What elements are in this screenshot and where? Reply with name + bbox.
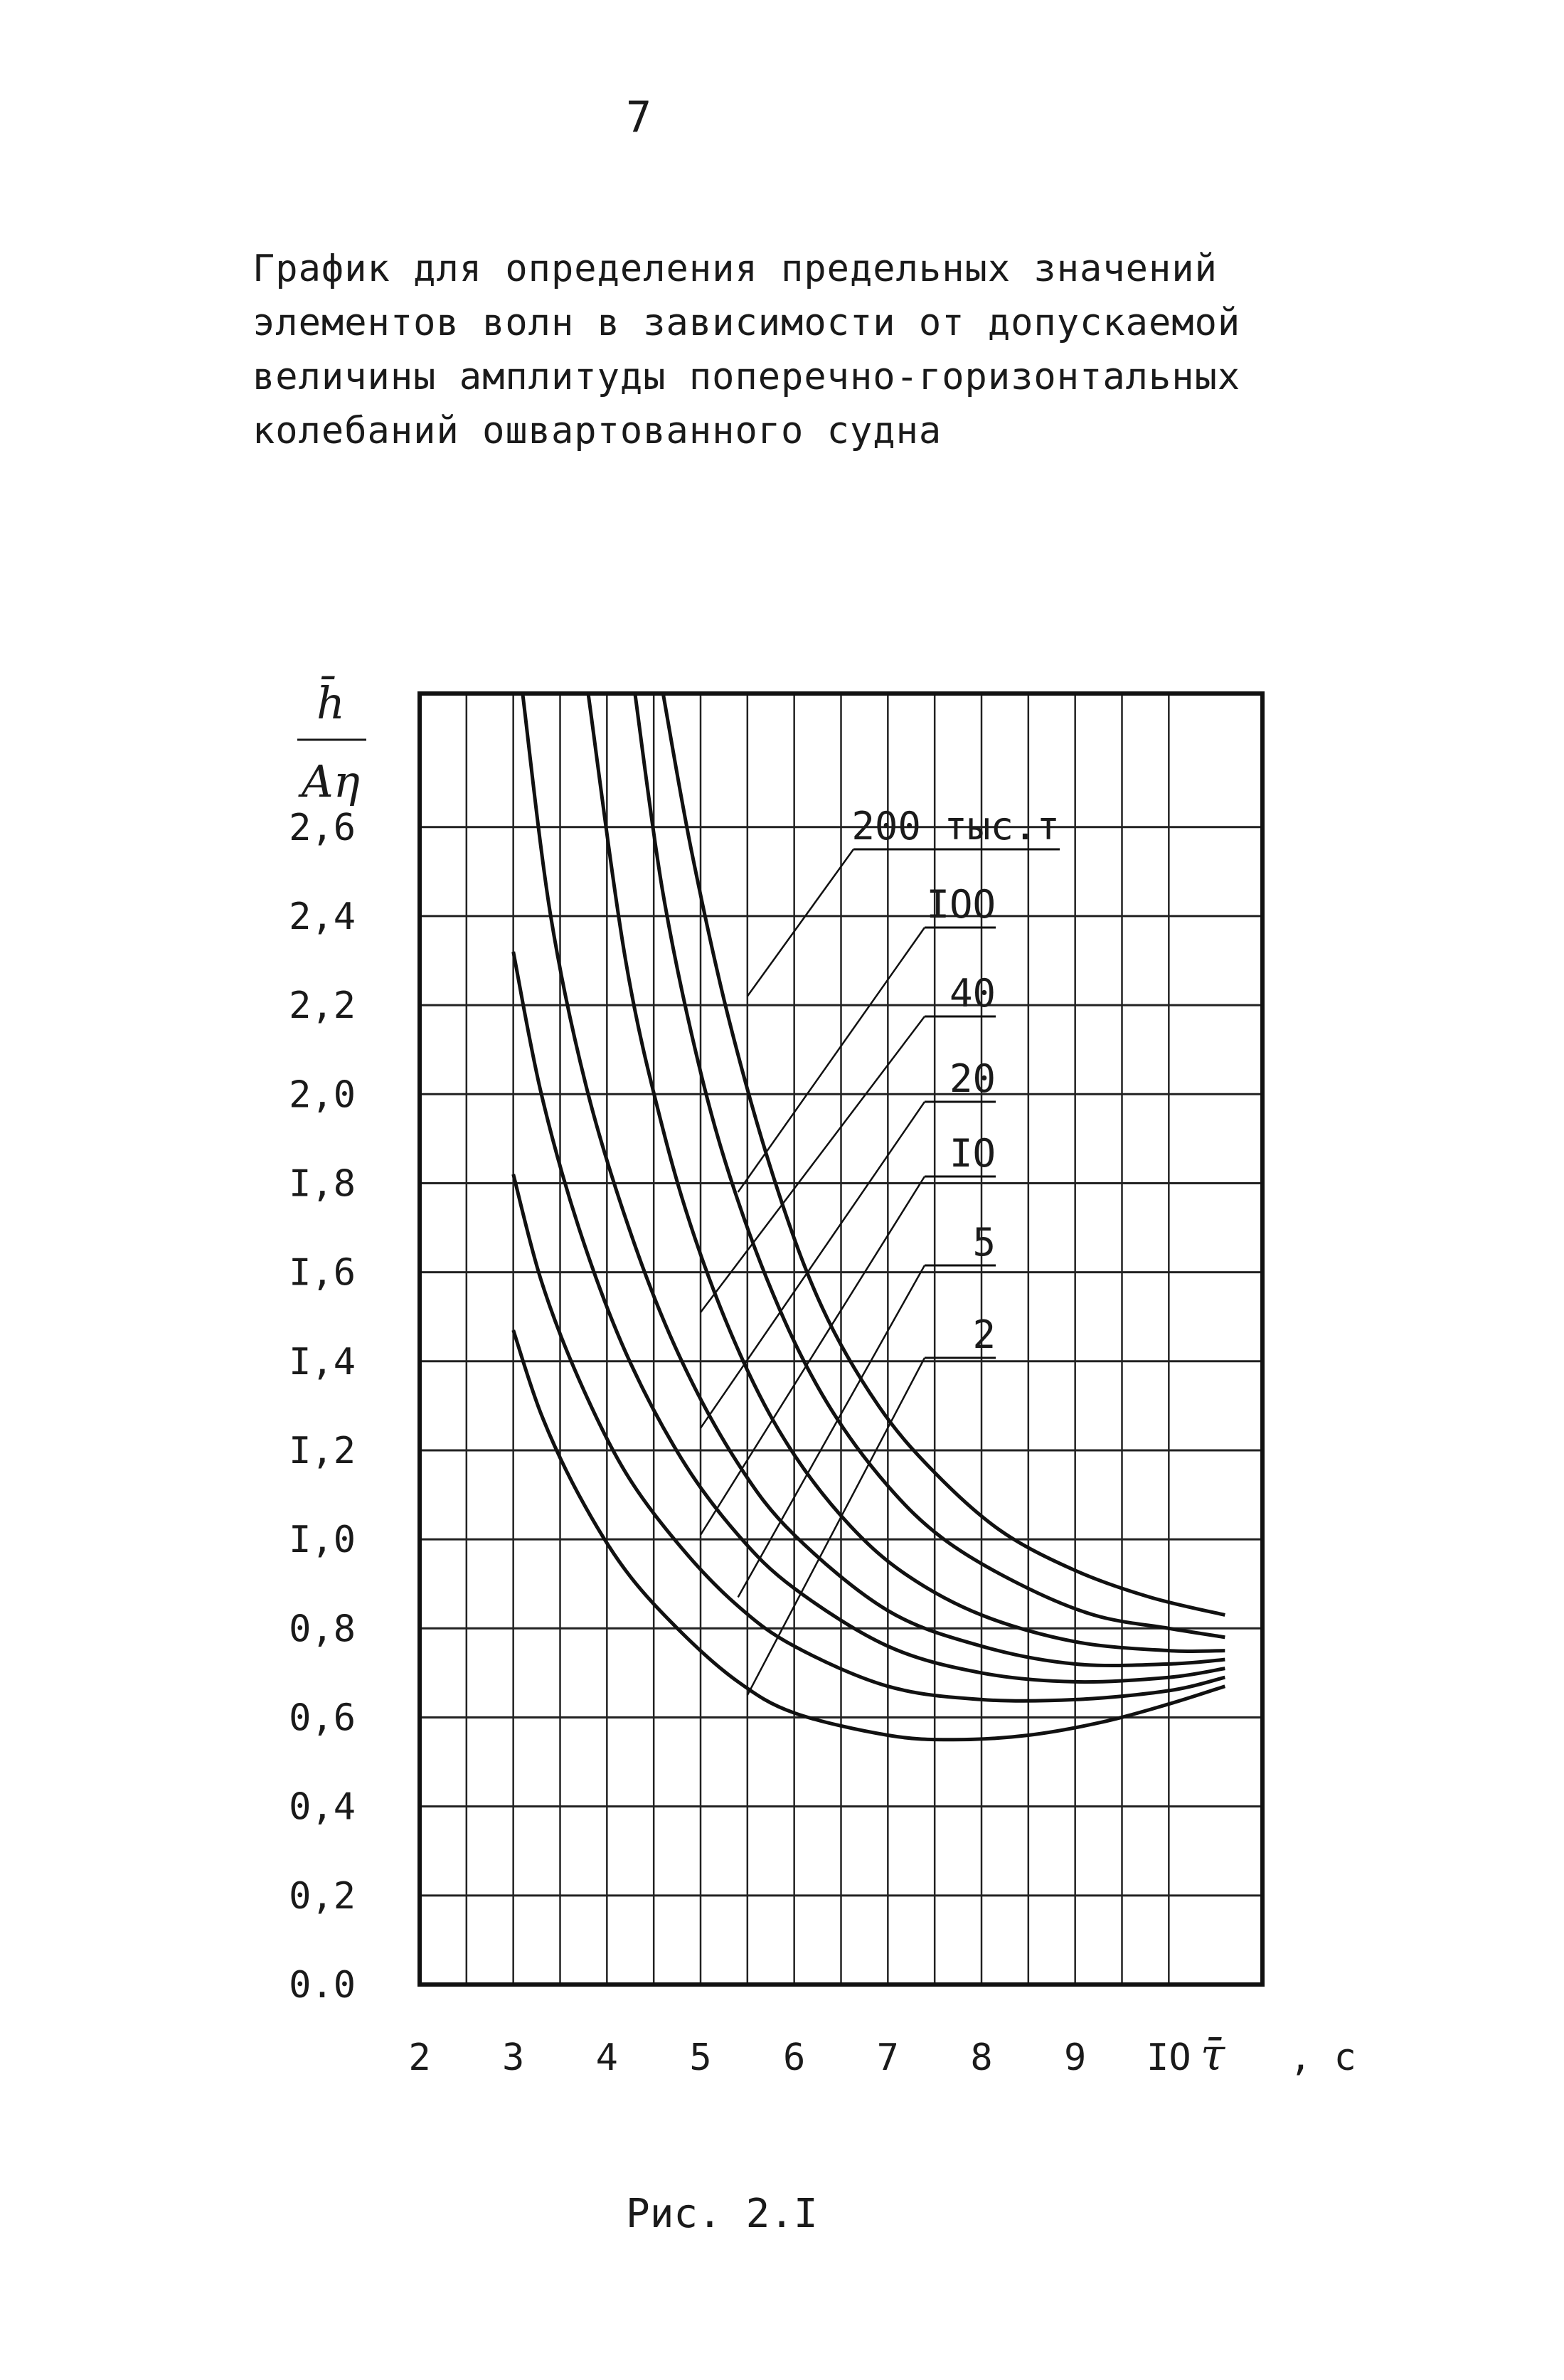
chart-labels <box>289 676 1356 2081</box>
x-tick-label: 6 <box>783 2036 806 2079</box>
series-line <box>514 952 1225 1682</box>
chart-series <box>514 694 1225 1740</box>
y-tick-label: 2,2 <box>289 984 356 1028</box>
x-tick-label: 8 <box>970 2036 993 2079</box>
series-label: IO <box>949 1131 996 1176</box>
series-label: 40 <box>949 971 996 1016</box>
caption-line: колебаний ошвартованного судна <box>252 410 942 452</box>
series-label: 2 <box>972 1312 996 1357</box>
y-tick-label: I,2 <box>289 1429 356 1472</box>
y-axis-label-numerator: h̄ <box>316 677 345 729</box>
y-axis-label-denominator: Aη <box>302 755 360 807</box>
x-tick-label: 7 <box>876 2036 899 2079</box>
y-tick-label: 0,2 <box>289 1874 356 1918</box>
caption-line: элементов волн в зависимости от допускаемой <box>252 302 1241 344</box>
caption-line: График для определения предельных значений <box>252 248 1218 290</box>
y-tick-label: 0,4 <box>289 1785 356 1829</box>
y-tick-label: 2,0 <box>289 1073 356 1117</box>
y-tick-label: 2,4 <box>289 895 356 938</box>
figure-label: Рис. 2.I <box>626 2191 818 2237</box>
x-tick-label: 2 <box>408 2036 431 2079</box>
y-tick-label: 0.0 <box>289 1964 356 2007</box>
caption-line: величины амплитуды поперечно-горизонтальных <box>252 356 1241 398</box>
y-tick-label: I,6 <box>289 1251 356 1295</box>
series-leader-line <box>748 1358 925 1695</box>
y-tick-label: I,4 <box>289 1340 356 1383</box>
y-tick-label: 2,6 <box>289 806 356 849</box>
y-tick-label: I,8 <box>289 1162 356 1206</box>
page-number: 7 <box>626 92 652 142</box>
y-tick-label: 0,8 <box>289 1608 356 1651</box>
x-tick-label: IO <box>1147 2036 1191 2079</box>
x-axis-unit: , с <box>1289 2036 1356 2079</box>
series-leader-line <box>738 928 925 1192</box>
x-axis-label: τ̄ <box>1200 2029 1225 2081</box>
series-label: 5 <box>972 1220 996 1265</box>
x-tick-label: 5 <box>689 2036 712 2079</box>
y-tick-label: 0,6 <box>289 1696 356 1740</box>
series-leader-line <box>748 849 853 997</box>
series-label: IOO <box>926 882 996 927</box>
x-tick-label: 3 <box>502 2036 525 2079</box>
series-label: 200 тыс.т <box>851 804 1060 849</box>
series-label: 20 <box>949 1056 996 1101</box>
series-leader-line <box>701 1016 925 1312</box>
x-tick-label: 4 <box>595 2036 618 2079</box>
x-tick-label: 9 <box>1064 2036 1087 2079</box>
y-tick-label: I,0 <box>289 1519 356 1562</box>
